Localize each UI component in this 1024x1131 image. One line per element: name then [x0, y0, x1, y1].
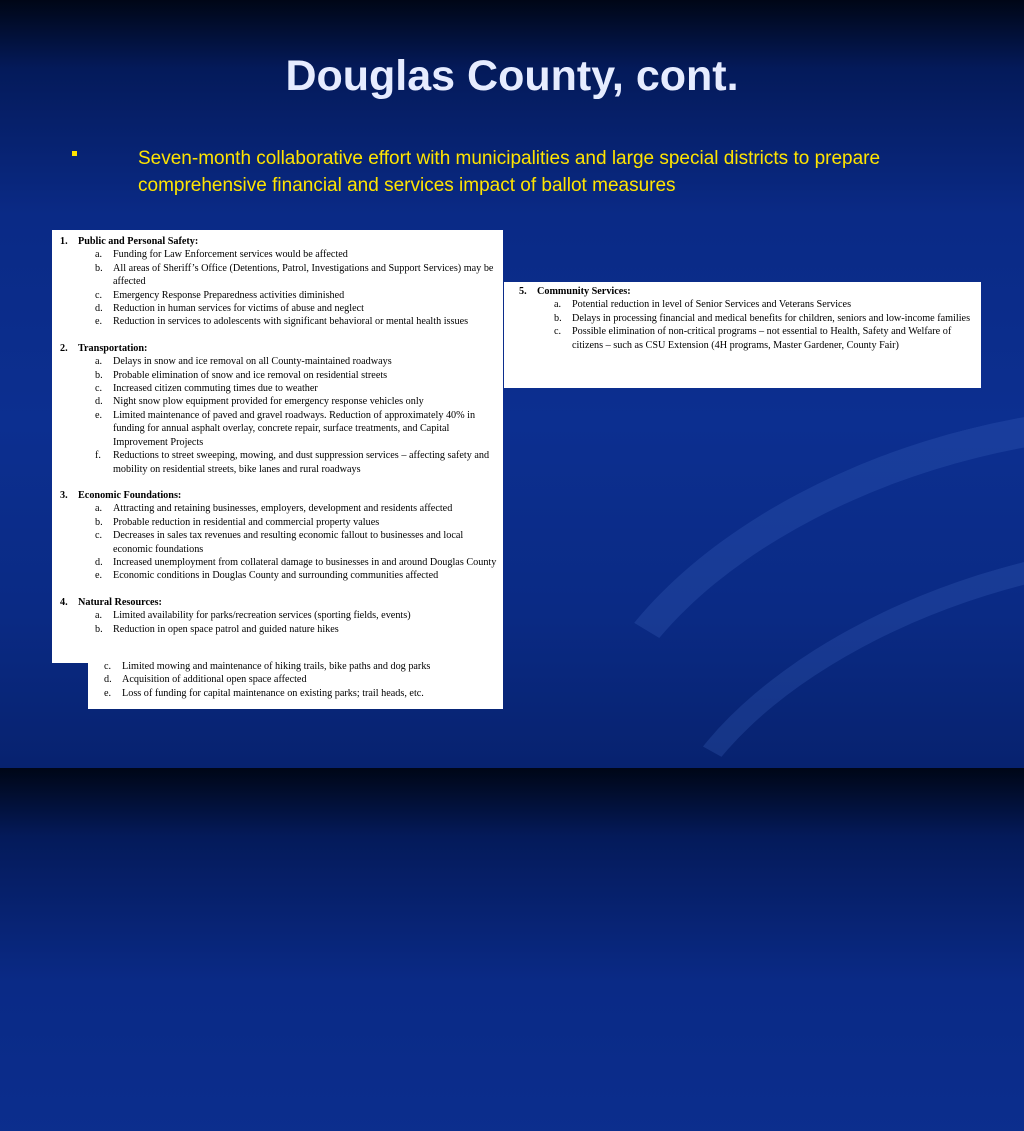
list-item: [60, 355, 499, 368]
document-excerpt-community-services: [504, 282, 981, 388]
item-letter: b.: [95, 516, 103, 528]
item-letter: f.: [95, 450, 101, 462]
list-item: [60, 449, 499, 476]
item-text: Reduction in human services for victims of abuse and neglect: [113, 303, 364, 315]
item-letter: a.: [95, 610, 103, 622]
item-letter: d.: [104, 674, 112, 686]
section-heading: [60, 235, 499, 248]
list-item: [60, 516, 499, 529]
bullet-icon: [72, 151, 77, 156]
list-item: [102, 687, 499, 700]
item-letter: c.: [104, 661, 112, 672]
bullet-text: Seven-month collaborative effort with municipalities and large special districts to prepare comprehensive financial and services impact of ballot measures: [138, 148, 881, 196]
list-item: [60, 569, 499, 582]
item-letter: b.: [95, 262, 103, 274]
item-text: Limited maintenance of paved and gravel roadways. Reduction of approximately 40% in funding for annual asphalt overlay, concrete repair, surface treatments, and Capital Improvement Projects: [113, 409, 476, 448]
item-text: Decreases in sales tax revenues and resulting economic fallout to businesses and local economic foundations: [113, 530, 464, 555]
item-text: Limited availability for parks/recreation services (sporting fields, events): [113, 610, 411, 622]
item-letter: e.: [95, 316, 103, 328]
item-text: Economic conditions in Douglas County and surrounding communities affected: [113, 570, 439, 582]
item-text: Attracting and retaining businesses, employers, development and residents affected: [113, 503, 453, 515]
list-item: [60, 409, 499, 449]
item-text: Increased citizen commuting times due to weather: [113, 383, 318, 395]
item-letter: a.: [95, 503, 103, 515]
doc-section: [519, 285, 977, 352]
item-letter: b.: [95, 623, 103, 635]
list-item: [519, 298, 977, 311]
section-title: Public and Personal Safety:: [78, 236, 199, 247]
list-item: [60, 556, 499, 569]
item-letter: a.: [95, 249, 103, 261]
item-text: Funding for Law Enforcement services would be affected: [113, 249, 348, 261]
item-text: Possible elimination of non-critical programs – not essential to Health, Safety and Welfare of citizens – such as CSU Extension (4H programs, Master Gardener, County Fair): [572, 326, 952, 351]
item-text: Reduction in open space patrol and guided nature hikes: [113, 623, 339, 635]
item-letter: c.: [95, 530, 103, 542]
list-item: [519, 312, 977, 325]
item-letter: e.: [104, 687, 112, 699]
item-text: Emergency Response Preparedness activities diminished: [113, 289, 345, 301]
item-text: Delays in processing financial and medical benefits for children, seniors and low-income families: [572, 312, 971, 324]
item-text: Loss of funding for capital maintenance on existing parks; trail heads, etc.: [122, 687, 424, 699]
item-letter: b.: [95, 369, 103, 381]
section-number: 2.: [60, 342, 68, 354]
list-item: [60, 262, 499, 289]
list-item: [102, 660, 499, 673]
doc-section: [60, 489, 499, 583]
item-text: Limited mowing and maintenance of hiking trails, bike paths and dog parks: [122, 661, 431, 672]
section-number: 1.: [60, 236, 68, 247]
item-letter: c.: [95, 289, 103, 301]
section-title: Community Services:: [537, 286, 631, 297]
section-heading: [60, 342, 499, 355]
section-heading: [60, 596, 499, 609]
section-heading: [519, 285, 977, 298]
section-heading: [60, 489, 499, 502]
list-item: [60, 315, 499, 328]
item-letter: c.: [554, 326, 562, 338]
section-number: 5.: [519, 286, 527, 297]
section-title: Transportation:: [78, 342, 148, 354]
list-item: [102, 673, 499, 686]
list-item: [60, 529, 499, 556]
section-title: Natural Resources:: [78, 596, 162, 608]
doc-section: [60, 342, 499, 476]
item-letter: e.: [95, 409, 103, 421]
item-text: Reductions to street sweeping, mowing, and dust suppression services – affecting safety and mobility on residential streets, bike lanes and rural roadways: [113, 450, 490, 475]
item-text: Night snow plow equipment provided for emergency response vehicles only: [113, 396, 424, 408]
section-number: 4.: [60, 596, 68, 608]
list-item: [60, 395, 499, 408]
item-text: Potential reduction in level of Senior Services and Veterans Services: [572, 299, 852, 311]
list-item: [60, 302, 499, 315]
item-text: Reduction in services to adolescents with significant behavioral or mental health issues: [113, 316, 469, 328]
section-title: Economic Foundations:: [78, 489, 182, 501]
item-text: Increased unemployment from collateral damage to businesses in and around Douglas County: [113, 556, 497, 568]
item-text: Probable elimination of snow and ice removal on residential streets: [113, 369, 388, 381]
item-letter: b.: [554, 312, 562, 324]
item-letter: d.: [95, 556, 103, 568]
item-text: All areas of Sheriff’s Office (Detentions, Patrol, Investigations and Support Services) may be affected: [113, 262, 494, 288]
item-letter: c.: [95, 383, 103, 395]
section-number: 3.: [60, 489, 68, 501]
list-item: [60, 382, 499, 395]
document-excerpt-continuation: [88, 656, 503, 709]
item-text: Probable reduction in residential and commercial property values: [113, 516, 380, 528]
list-item: [60, 369, 499, 382]
item-text: Acquisition of additional open space affected: [122, 674, 307, 686]
list-item: [60, 623, 499, 636]
slide-title: Douglas County, cont.: [285, 52, 739, 100]
list-item: [60, 289, 499, 302]
list-item: [60, 248, 499, 261]
item-letter: d.: [95, 303, 103, 315]
item-letter: a.: [554, 299, 562, 311]
item-text: Delays in snow and ice removal on all County-maintained roadways: [113, 356, 392, 368]
doc-section: [60, 235, 499, 329]
document-excerpt-main: [52, 230, 503, 663]
list-item: [60, 502, 499, 515]
doc-section: [60, 596, 499, 636]
item-letter: d.: [95, 396, 103, 408]
list-item: [519, 325, 977, 352]
item-letter: a.: [95, 356, 103, 368]
item-letter: e.: [95, 570, 103, 582]
list-item: [60, 609, 499, 622]
